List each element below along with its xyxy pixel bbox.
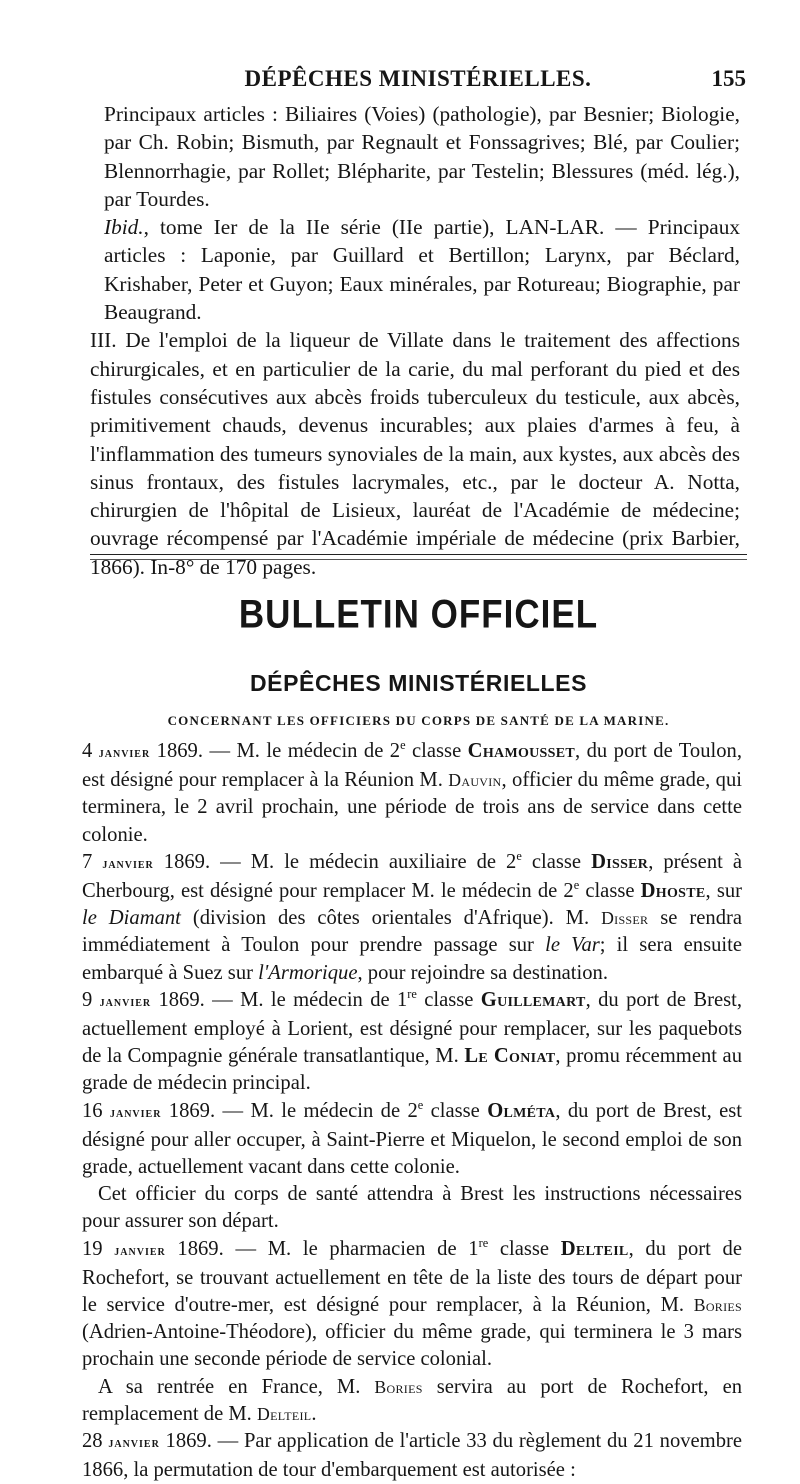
person-name: Dauvin xyxy=(448,770,502,791)
ibid-text: , tome Ier de la IIe série (IIe partie), LAN-LAR. — Principaux articles : Laponie, par Guillard et Bertillon; Larynx, par Béclard, Krishaber, Peter et Guyon; Eaux minérales, par Rotureau; Biographie, par Beaugrand. xyxy=(104,215,740,325)
dispatch-note: Cet officier du corps de santé attendra à Brest les instructions nécessaires pour assurer son départ. xyxy=(82,1183,742,1233)
running-title: DÉPÊCHES MINISTÉRIELLES. xyxy=(244,66,592,91)
concerning-line: CONCERNANT LES OFFICIERS DU CORPS DE SANTÉ DE LA MARINE. xyxy=(167,713,670,728)
person-name: Dhoste xyxy=(640,880,706,903)
principal-articles-paragraph: Principaux articles : Biliaires (Voies) (pathologie), par Besnier; Biologie, par Ch. Robin; Bismuth, par Regnault et Fonssagrives; Blé, par Coulier; Blennorrhagie, par Rollet; Blépharite, par Testelin; Blessures (méd. lég.), par Tourdes. xyxy=(104,102,740,211)
bibliography-block xyxy=(90,100,740,581)
dispatch-entry: 9 janvier 1869. — M. le médecin de 1re classe Guillemart, du port de Brest, actuellement employé à Lorient, est désigné pour remplacer, sur les paquebots de la Compagnie générale transatlantique, M. Le Coniat, promu récemment au grade de médecin principal. xyxy=(82,986,743,1095)
item-III-paragraph: III. De l'emploi de la liqueur de Villate dans le traitement des affections chirurgicales, et en particulier de la carie, du mal perforant du pied et des fistules consécutives aux abcès froids tuberculeux du testicule, aux abcès, primitivement chauds, devenus incurables; aux plaies d'armes à feu, à l'inflammation des tumeurs synoviales de la main, aux kystes, aux abcès des sinus frontaux, des fistules lacrymales, etc., par le docteur A. Notta, chirurgien de l'hôpital de Lisieux, lauréat de l'Académie de médecine; ouvrage récompensé par l'Académie impériale de médecine (prix Barbier, 1866). In-8° de 170 pages. xyxy=(90,328,740,579)
dispatch-entries xyxy=(82,738,742,1484)
ship-name: l'Armorique xyxy=(258,961,358,984)
person-name: Le Coniat xyxy=(464,1045,556,1068)
person-name: Bories xyxy=(693,1295,742,1316)
page-number: 155 xyxy=(711,66,746,91)
dispatch-entry: 7 janvier 1869. — M. le médecin auxiliaire de 2e classe Disser, présent à Cherbourg, est désigné pour remplacer M. le médecin de 2e classe Dhoste, sur le Diamant (division des côtes orientales d'Afrique). M. Disser se rendra immédiatement à Toulon pour prendre passage sur le Var; il sera ensuite embarqué à Suez sur l'Armorique, pour rejoindre sa destination. xyxy=(82,848,742,984)
dispatch-entry: 28 janvier 1869. — Par application de l'article 33 du règlement du 21 novembre 1866, la permutation de tour d'embarquement est autorisée : xyxy=(82,1430,742,1482)
person-name: Delteil xyxy=(256,1403,312,1424)
person-name: Olméta xyxy=(487,1099,556,1122)
person-name: Chamousset xyxy=(467,740,576,762)
ibid-paragraph xyxy=(90,213,740,326)
ship-name: le Var xyxy=(545,934,600,957)
depeches-subtitle: DÉPÊCHES MINISTÉRIELLES xyxy=(249,670,588,696)
running-header xyxy=(90,66,746,98)
person-name: Delteil xyxy=(560,1237,629,1260)
ibid-label: Ibid. xyxy=(104,215,144,240)
dispatch-entry: 19 janvier 1869. — M. le pharmacien de 1re classe Delteil, du port de Rochefort, se trouvant actuellement en tête de la liste des tours de départ pour le service d'outre-mer, est désigné pour remplacer, à la Réunion, M. Bories (Adrien-Antoine-Théodore), officier du même grade, qui terminera le 3 mars prochain une seconde période de service colonial. xyxy=(82,1235,742,1371)
dispatch-entry: 16 janvier 1869. — M. le médecin de 2e classe Olméta, du port de Brest, est désigné pour aller occuper, à Saint-Pierre et Miquelon, le second emploi de son grade, actuellement vacant dans cette colonie. xyxy=(82,1097,743,1179)
bulletin-title: BULLETIN OFFICIEL xyxy=(238,592,599,637)
ship-name: le Diamant xyxy=(82,907,181,930)
person-name: Disser xyxy=(591,850,649,873)
dispatch-entry: 4 janvier 1869. — M. le médecin de 2e classe Chamousset, du port de Toulon, est désigné pour remplacer à la Réunion M. Dauvin, officier du même grade, qui terminera, le 2 avril prochain, une période de trois ans de service dans cette colonie. xyxy=(82,738,742,846)
person-name: Guillemart xyxy=(480,988,586,1011)
person-name: Disser xyxy=(601,908,649,929)
section-divider-thin xyxy=(90,559,747,560)
dispatch-note: A sa rentrée en France, M. Bories servira au port de Rochefort, en remplacement de M. Delteil. xyxy=(82,1375,743,1425)
person-name: Bories xyxy=(374,1376,423,1397)
section-divider xyxy=(90,554,747,555)
